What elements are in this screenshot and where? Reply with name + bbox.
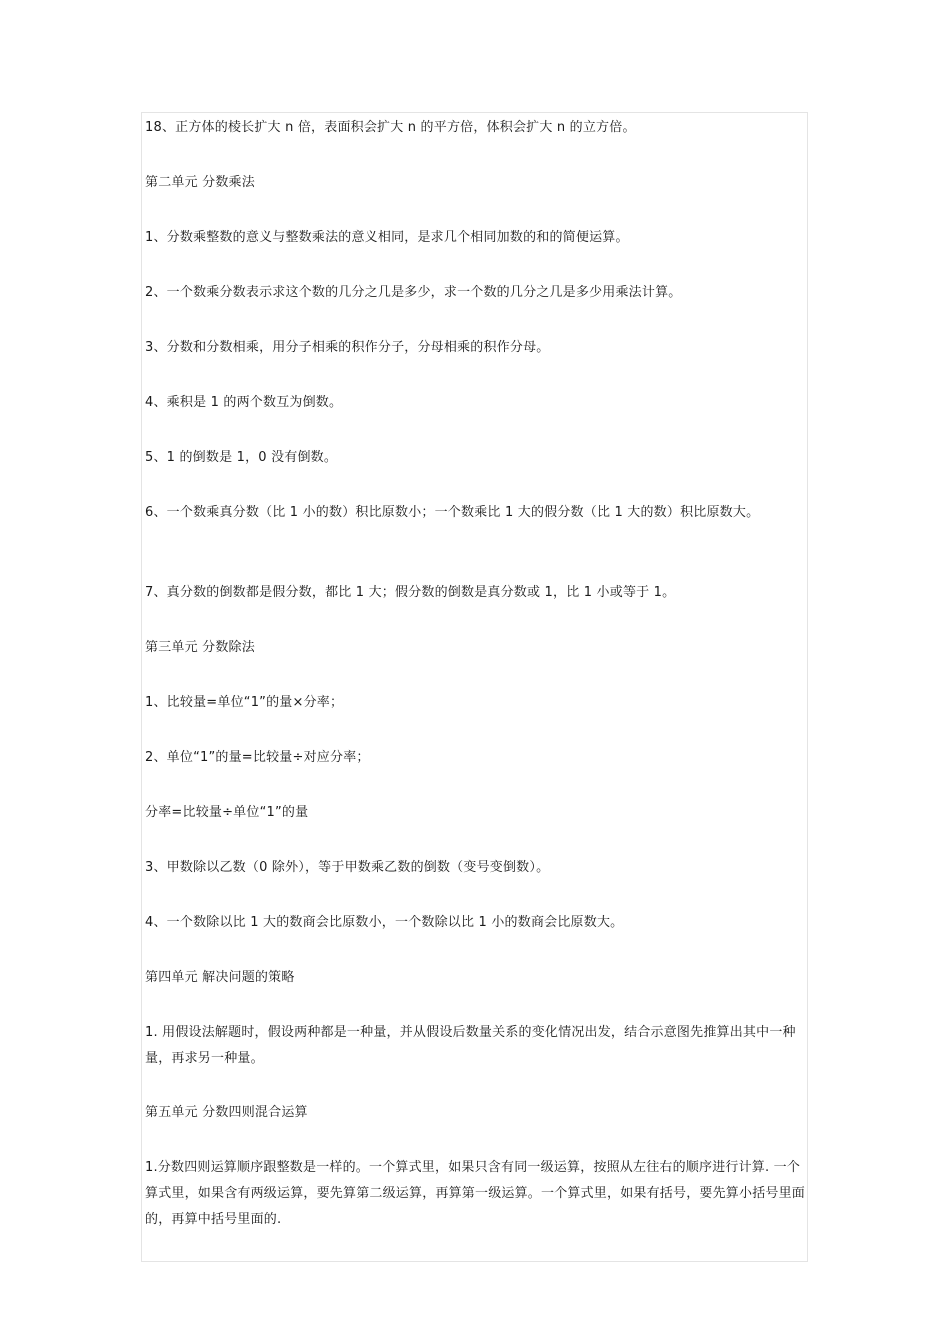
unit-3-point-4: 4、一个数除以比 1 大的数商会比原数小，一个数除以比 1 小的数商会比原数大。 [145,915,624,930]
unit-3-point-2: 2、单位“1”的量=比较量÷对应分率； [145,750,370,765]
unit-2-point-6: 6、一个数乘真分数（比 1 小的数）积比原数小；一个数乘比 1 大的假分数（比 1 大的数）积比原数大。 [145,505,760,520]
unit-3-heading: 第三单元 分数除法 [145,640,255,655]
unit-3-rate-formula: 分率=比较量÷单位“1”的量 [145,805,309,820]
unit-2-point-4: 4、乘积是 1 的两个数互为倒数。 [145,395,343,410]
unit-2-point-7: 7、真分数的倒数都是假分数，都比 1 大；假分数的倒数是真分数或 1，比 1 小或等于 1。 [145,585,676,600]
unit-2-point-3: 3、分数和分数相乘，用分子相乘的积作分子，分母相乘的积作分母。 [145,340,550,355]
unit-4-heading: 第四单元 解决问题的策略 [145,970,295,985]
point-18-cube: 18、正方体的棱长扩大 n 倍，表面积会扩大 n 的平方倍，体积会扩大 n 的立方倍。 [145,120,636,135]
unit-5-heading: 第五单元 分数四则混合运算 [145,1105,308,1120]
unit-3-point-1: 1、比较量=单位“1”的量×分率； [145,695,344,710]
unit-4-point-1: 1. 用假设法解题时，假设两种都是一种量，并从假设后数量关系的变化情况出发，结合示意图先推算出其中一种量，再求另一种量。 [145,1025,796,1066]
unit-5-point-1: 1.分数四则运算顺序跟整数是一样的。一个算式里，如果只含有同一级运算，按照从左往右的顺序进行计算. 一个算式里，如果含有两级运算，要先算第二级运算，再算第一级运算。一个算式里，如果有括号，要先算小括号里面的，再算中括号里面的. [145,1160,806,1227]
unit-2-heading: 第二单元 分数乘法 [145,175,255,190]
unit-2-point-1: 1、分数乘整数的意义与整数乘法的意义相同，是求几个相同加数的和的简便运算。 [145,230,629,245]
unit-3-point-3: 3、甲数除以乙数（0 除外），等于甲数乘乙数的倒数（变号变倒数）。 [145,860,550,875]
unit-2-point-5: 5、1 的倒数是 1，0 没有倒数。 [145,450,338,465]
unit-2-point-2: 2、一个数乘分数表示求这个数的几分之几是多少，求一个数的几分之几是多少用乘法计算。 [145,285,682,300]
